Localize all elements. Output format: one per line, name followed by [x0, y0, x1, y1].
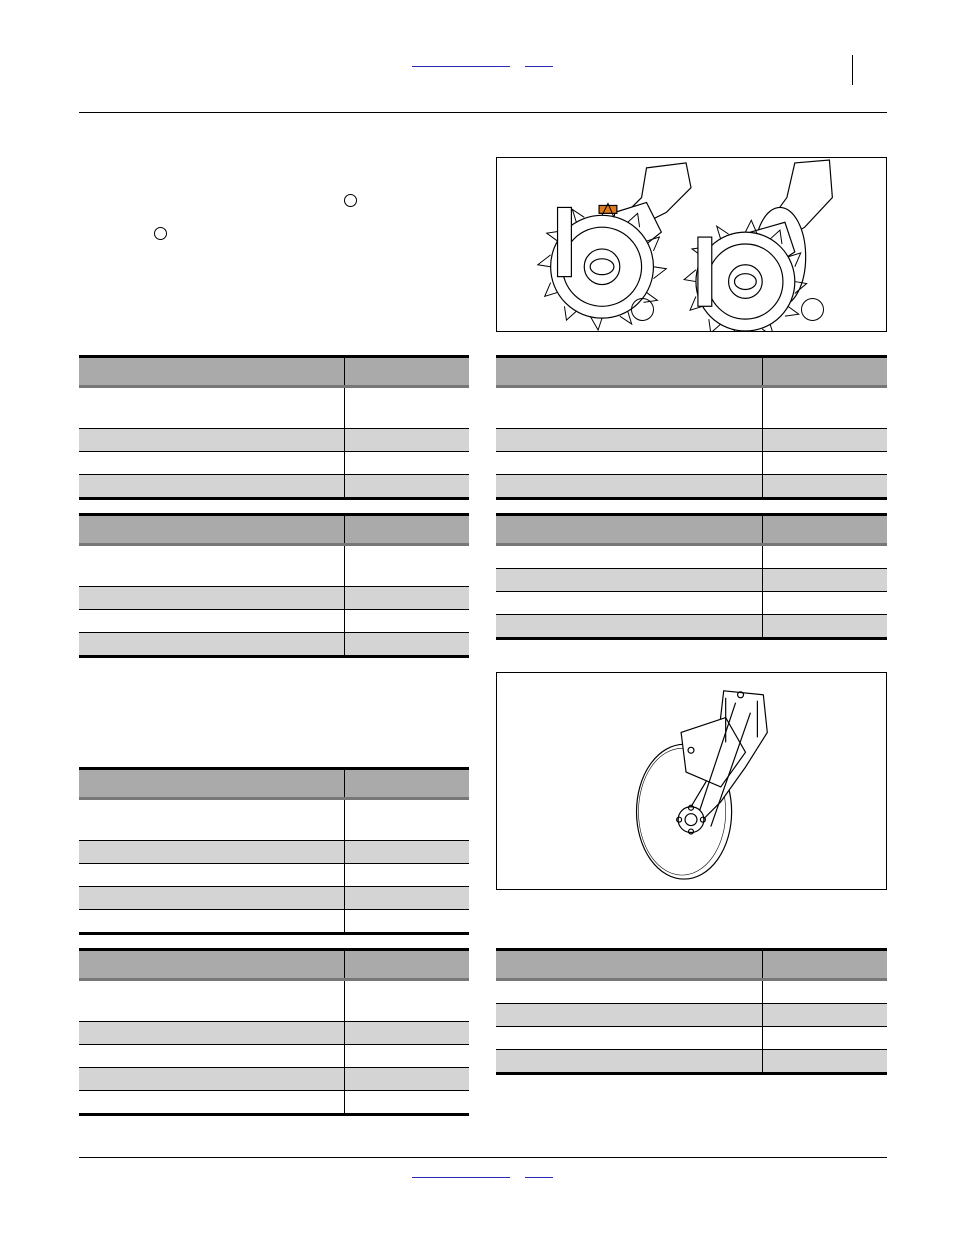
table-cell	[79, 841, 344, 864]
table-cell	[762, 452, 887, 475]
table-cell	[79, 387, 344, 429]
table-cell	[496, 569, 762, 592]
table-cell	[344, 1045, 469, 1068]
table-cell	[344, 452, 469, 475]
header-rule	[79, 112, 887, 113]
column-header	[496, 357, 762, 387]
header-link-1-underline	[412, 66, 510, 67]
table-cell	[79, 1045, 344, 1068]
table-row	[496, 569, 887, 592]
table-header-row	[79, 357, 469, 387]
table-cell	[344, 799, 469, 841]
header-link-1[interactable]	[412, 52, 510, 66]
table-cell	[496, 475, 762, 499]
table-row	[496, 1027, 887, 1050]
footer-link-1-underline	[412, 1177, 510, 1178]
column-header	[344, 515, 469, 545]
table-left-1	[79, 355, 469, 500]
table-header-row	[496, 515, 887, 545]
header-link-2[interactable]	[525, 52, 553, 66]
header-link-2-underline	[525, 66, 553, 67]
table-cell	[496, 980, 762, 1004]
table-row	[79, 587, 469, 610]
table-row	[496, 452, 887, 475]
table-cell	[344, 545, 469, 587]
table-cell	[79, 1068, 344, 1091]
column-header	[79, 950, 344, 980]
table-row	[496, 615, 887, 639]
table-row	[79, 545, 469, 587]
table-cell	[344, 429, 469, 452]
table-cell	[762, 475, 887, 499]
column-header	[496, 515, 762, 545]
column-header	[344, 950, 469, 980]
column-header	[344, 769, 469, 799]
table-header-row	[79, 515, 469, 545]
table-cell	[762, 1027, 887, 1050]
table-cell	[344, 610, 469, 633]
table-cell	[79, 452, 344, 475]
press-wheels-illustration	[497, 158, 886, 331]
table-cell	[79, 910, 344, 934]
column-header	[79, 769, 344, 799]
table-row	[496, 545, 887, 569]
table-row	[79, 387, 469, 429]
table-cell	[496, 429, 762, 452]
table-cell	[344, 1068, 469, 1091]
table-row	[79, 841, 469, 864]
figure-1-callout-1	[631, 298, 654, 321]
table-row	[496, 592, 887, 615]
table-cell	[496, 452, 762, 475]
disk-opener-illustration	[497, 673, 886, 889]
table-right-2	[496, 513, 887, 640]
table-row	[496, 387, 887, 429]
table-row	[79, 452, 469, 475]
table-row	[79, 980, 469, 1022]
table-cell	[79, 633, 344, 657]
table-cell	[762, 569, 887, 592]
table-left-2	[79, 513, 469, 658]
table-row	[496, 475, 887, 499]
table-row	[79, 910, 469, 934]
intro-callout-2	[154, 227, 167, 240]
table-row	[496, 429, 887, 452]
footer-link-1[interactable]	[412, 1163, 510, 1177]
table-row	[79, 610, 469, 633]
table-cell	[79, 1022, 344, 1045]
table-cell	[79, 887, 344, 910]
table-row	[496, 980, 887, 1004]
table-cell	[496, 1004, 762, 1027]
table-row	[79, 475, 469, 499]
table-cell	[79, 864, 344, 887]
table-row	[79, 1091, 469, 1115]
figure-press-wheels	[496, 157, 887, 332]
column-header	[496, 950, 762, 980]
table-cell	[344, 587, 469, 610]
table-right-1	[496, 355, 887, 500]
column-header	[344, 357, 469, 387]
table-cell	[344, 841, 469, 864]
table-cell	[79, 587, 344, 610]
table-cell	[762, 980, 887, 1004]
table-row	[79, 1022, 469, 1045]
table-cell	[344, 887, 469, 910]
table-cell	[344, 387, 469, 429]
table-cell	[344, 1091, 469, 1115]
column-header	[762, 515, 887, 545]
table-cell	[762, 429, 887, 452]
table-cell	[344, 980, 469, 1022]
figure-1-callout-2	[801, 298, 824, 321]
column-header	[79, 357, 344, 387]
table-cell	[762, 1004, 887, 1027]
table-row	[79, 429, 469, 452]
table-cell	[79, 545, 344, 587]
table-header-row	[79, 950, 469, 980]
table-cell	[762, 387, 887, 429]
table-cell	[762, 1050, 887, 1074]
table-header-row	[496, 357, 887, 387]
table-cell	[79, 980, 344, 1022]
table-cell	[344, 633, 469, 657]
table-cell	[496, 545, 762, 569]
table-row	[79, 887, 469, 910]
table-cell	[496, 1027, 762, 1050]
table-cell	[344, 1022, 469, 1045]
table-row	[496, 1004, 887, 1027]
table-cell	[496, 1050, 762, 1074]
table-row	[79, 799, 469, 841]
table-row	[79, 1068, 469, 1091]
footer-rule	[79, 1157, 887, 1158]
table-row	[496, 1050, 887, 1074]
table-cell	[496, 592, 762, 615]
column-header	[79, 515, 344, 545]
table-right-3	[496, 948, 887, 1075]
table-row	[79, 1045, 469, 1068]
intro-callout-1	[344, 194, 357, 207]
header-page-divider	[852, 55, 853, 85]
footer-link-2[interactable]	[525, 1163, 553, 1177]
table-cell	[79, 429, 344, 452]
table-cell	[762, 545, 887, 569]
column-header	[762, 950, 887, 980]
table-cell	[496, 387, 762, 429]
table-cell	[762, 615, 887, 639]
table-cell	[79, 475, 344, 499]
table-cell	[762, 592, 887, 615]
column-header	[762, 357, 887, 387]
table-left-3	[79, 767, 469, 935]
table-cell	[79, 610, 344, 633]
table-cell	[344, 864, 469, 887]
table-header-row	[79, 769, 469, 799]
table-row	[79, 864, 469, 887]
table-cell	[496, 615, 762, 639]
table-left-4	[79, 948, 469, 1116]
table-cell	[344, 475, 469, 499]
footer-link-2-underline	[525, 1177, 553, 1178]
table-row	[79, 633, 469, 657]
table-cell	[79, 1091, 344, 1115]
table-cell	[344, 910, 469, 934]
figure-disk-opener	[496, 672, 887, 890]
table-header-row	[496, 950, 887, 980]
table-cell	[79, 799, 344, 841]
